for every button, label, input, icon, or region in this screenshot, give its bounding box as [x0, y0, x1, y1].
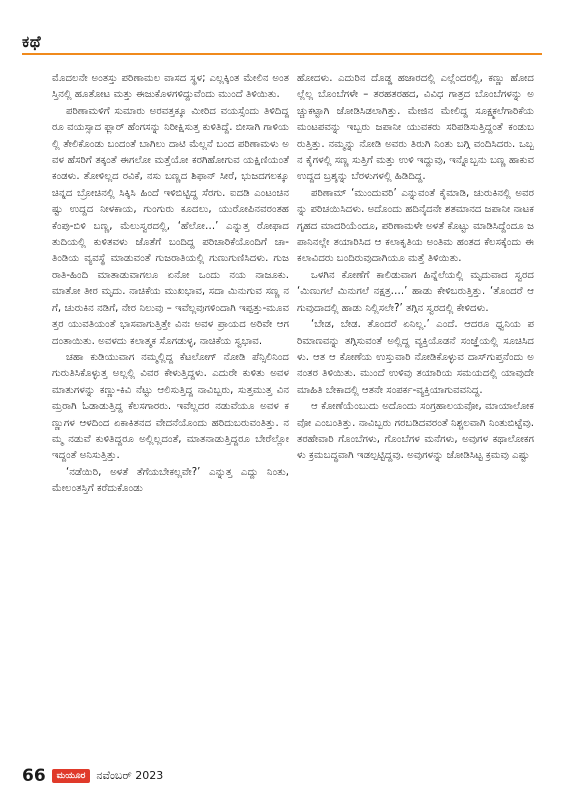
paragraph: ಹೋದಳು. ಎದುರಿನ ದೊಡ್ಡ ಹಜಾರದಲ್ಲಿ ಎಲ್ಲೆಂದರಲ್ಲಿ, ಕಣ್ಣು ಹೋದಲ್ಲೆಲ್ಲ ಬೊಂಬೆಗಳೇ – ತರಹತರಹದ, ವಿವಿಧ ಗಾತ್ರದ ಬೊಂಬೆಗಳನ್ನು ಅಚ್ಚುಕಟ್ಟಾಗಿ ಜೋಡಿಸಿಡಲಾಗಿತ್ತು. ಮೇಜಿನ ಮೇಲಿದ್ದ ಸೂಕ್ಷ್ಮಕಲೆಗಾರಿಕೆಯ ಮಂಟಪವನ್ನು ಇಬ್ಬರು ಜಪಾನೀ ಯುವಕರು ಸರಿಪಡಿಸುತ್ತಿದ್ದಂತೆ ಕಂಡುಬರುತ್ತಿತ್ತು. ನಮ್ಮನ್ನು ನೋಡಿ ಅವರು ತಿರುಗಿ ನಿಂತು ಬಗ್ಗಿ ವಂದಿಸಿದರು. ಒಬ್ಬನ ಕೈಗಳಲ್ಲಿ ಸಣ್ಣ ಸುತ್ತಿಗೆ ಮತ್ತು ಉಳಿ ಇದ್ದುವು, ಇನ್ನೊಬ್ಬನು ಬಣ್ಣ ಹಾಕುವ ಉದ್ದದ ಬ್ರಶ್ಶನ್ನು ಬೆರಳುಗಳಲ್ಲಿ ಹಿಡಿದಿದ್ದ. [297, 73, 534, 183]
paragraph: ಪರಿಣಾಮಳಿಗೆ ಸುಮಾರು ಅರವತ್ತಕ್ಕೂ ಮೀರಿದ ವಯಸ್ಸೆಂದು ತಿಳಿದಿದ್ದರೂ ವಯಸ್ಸಾದ ಫ್ಲಾರ್ ಹೆಂಗಸನ್ನು ನಿರೀಕ್ಷಿಸುತ್ತ ಕುಳಿತಿದ್ದೆ. ಬೀಸಾಗಿ ಗಾಳಿಯಲ್ಲಿ ತೇಲಿಕೊಂಡು ಬಂದಂತೆ ಬಾಗಿಲು ದಾಟಿ ಮೆಲ್ಲನೆ ಬಂದ ಪರಿಣಾಮಳು ಅವಳ ಹೆಸರಿಗೆ ತಕ್ಕಂತೆ ಈಗಲೋ ಮತ್ತೆಯೋ ಕರಗಿಹೋಗುವ ಯಕ್ಷಿಣಿಯಂತೆ ಕಂಡಳು. ತೋಳಿಲ್ಲದ ರವಿಕೆ, ನಸು ಬಣ್ಣದ ಶಿಫಾನ್ ಸೀರೆ, ಭುಜದಗಲಕ್ಕೂ ಚಿನ್ನದ ಬ್ರೋಚಿನಲ್ಲಿ ಸಿಕ್ಕಿಸಿ ಹಿಂದೆ ಇಳಿಬಿಟ್ಟಿದ್ದ ಸೆರಗು. ಐದಡಿ ಎಂಟಂಚಿನಷ್ಟು ಉದ್ದದ ನೀಳಕಾಯ, ಗುಂಗುರು ಕೂದಲು, ಯುರೋಪಿನವರಂತಹ ಕೆಂಪು-ಬಿಳಿ ಬಣ್ಣ, ಮೆಲುಸ್ವರದಲ್ಲಿ, ‘ಹೆಲೋ…’ ಎನ್ನುತ್ತ ರೋಫಾದ ತುದಿಯಲ್ಲಿ ಕುಳಿತವಳು ಜೊತೆಗೆ ಬಂದಿದ್ದ ಪರಿಚಾರಿಕೆಯೊಂದಿಗೆ ಚಾ-ತಿಂಡಿಯ ವ್ಯವಸ್ಥೆ ಮಾಡುವಂತೆ ಗುಜರಾತಿಯಲ್ಲಿ ಗುಣುಗುಣಿಸಿದಳು. ಗುಜರಾತಿ-ಹಿಂದಿ ಮಾತಾಡುವಾಗಲೂ ಏನೋ ಒಂದು ನಯ ನಾಜೂಕು. ಮಾತೋ ತೀರ ಮೃದು. ನಾಚಿಕೆಯ ಮುಖಭಾವ, ಸದಾ ಮಿನುಗುವ ಸಣ್ಣ ನಗೆ, ಚುರುಕಿನ ನಡಿಗೆ, ನೇರ ನಿಲುವು – ಇವೆಲ್ಲವುಗಳಿಂದಾಗಿ ಇಪ್ಪತ್ತು-ಮೂವತ್ತರ ಯುವತಿಯಂತೆ ಭಾಸವಾಗುತ್ತಿತ್ತೇ ವಿನಃ ಅವಳ ಪ್ರಾಯದ ಅರಿವೇ ಆಗದಂತಾಯಿತು. ಅವಳದು ಕಲಾತ್ಮಕ ಸೊಗಡುಳ್ಳ, ನಾಚಿಕೆಯ ಸ್ವಭಾವ. [52, 105, 289, 347]
paragraph: ಮೊದಲನೇ ಅಂತಸ್ತು ಪರಿಣಾಮಲ ವಾಸದ ಸ್ಥಳ; ಎಲ್ಲಕ್ಕಿಂತ ಮೇಲಿನ ಅಂತಸ್ತಿನಲ್ಲಿ ಹೂತೋಟ ಮತ್ತು ಈಜುಕೊಳಗಳಿದ್ದುವೆಂದು ಮುಂದೆ ತಿಳಿಯಿತು. [52, 73, 289, 101]
left-column [52, 71, 289, 761]
magazine-logo: ಮಯೂರ [52, 769, 91, 783]
section-label: ಕಥೆ [22, 32, 42, 51]
header-rule [22, 53, 542, 55]
right-column [297, 71, 534, 761]
paragraph: ಒಳಗಿನ ಕೋಣೆಗೆ ಕಾಲಿಡುವಾಗ ಹಿನ್ನೆಲೆಯಲ್ಲಿ ಮೃದುವಾದ ಸ್ವರದ ‘ಮಿಣುಗಲೆ ಮಿನುಗಲೆ ನಕ್ಷತ್ರ….’ ಹಾಡು ಕೇಳಿಬರುತ್ತಿತ್ತು. ‘ತೊಂದರೆ ಆಗುವುದಾದಲ್ಲಿ ಹಾಡು ನಿಲ್ಲಿಸಲೇ?’ ತಗ್ಗಿನ ಸ್ವರದಲ್ಲಿ ಕೇಳಿದಳು. [297, 269, 534, 314]
paragraph: ‘ನಡೆಯಿರಿ, ಅಳತೆ ತೆಗೆಯಬೇಕಲ್ಲವೇ?’ ಎನ್ನುತ್ತ ಎದ್ದು ನಿಂತು, ಮೇಲಂತಸ್ತಿಗೆ ಕರೆದುಕೊಂಡು [52, 466, 289, 495]
issue-date: ನವೆಂಬರ್ 2023 [96, 769, 164, 782]
article-body [52, 71, 534, 761]
paragraph: ಚಹಾ ಕುಡಿಯುವಾಗ ನಮ್ಮಲ್ಲಿದ್ದ ಕೆಟಲೋಗ್ ನೋಡಿ ಪೆನ್ಸಿಲಿನಿಂದ ಗುರುತಿಸಿಕೊಳ್ಳುತ್ತ ಅಲ್ಲಲ್ಲಿ ವಿವರ ಕೇಳುತ್ತಿದ್ದಳು. ಎದುರೇ ಕುಳಿತು ಅವಳ ಮಾತುಗಳನ್ನು ಕಣ್ಣು-ಕಿವಿ ನೆಟ್ಟು ಆಲಿಸುತ್ತಿದ್ದ ನಾವಿಬ್ಬರು, ಸುತ್ತಮುತ್ತ ವಿನಮ್ರರಾಗಿ ಓಡಾಡುತ್ತಿದ್ದ ಕೆಲಸಗಾರರು. ಇವೆಲ್ಲದರ ನಡುವೆಯೂ ಅವಳ ಕಣ್ಣುಗಳ ಆಳದಿಂದ ಏಕಾಕಿತನದ ವೇದನೆಯೊಂದು ಹರಿದುಬರುವಂತಿತ್ತು. ನಮ್ಮ ನಡುವೆ ಕುಳಿತಿದ್ದರೂ ಅಲ್ಲಿಲ್ಲದಂತೆ, ಮಾತನಾಡುತ್ತಿದ್ದರೂ ಬೇರೆಲ್ಲೋ ಇದ್ದಂತೆ ಅನಿಸುತ್ತಿತ್ತು. [52, 351, 289, 462]
paragraph: ಪರಿಣಾಮ್ ‘ಮುಂದುವರಿ’ ಎನ್ನುವಂತೆ ಕೈಮಾಡಿ, ಚುರುಕಿನಲ್ಲಿ ಅವರನ್ನು ಪರಿಚಯಿಸಿದಳು. ಅದೊಂದು ಹದಿನೈದನೇ ಶತಮಾನದ ಜಪಾನೀ ನಾಟಕಗೃಹದ ಮಾದರಿಯೆಂದೂ, ಪರಿಣಾಮಳೇ ಅಳತೆ ಕೊಟ್ಟು ಮಾಡಿಸಿದ್ದೆಂದೂ ಜಪಾನಿನಲ್ಲೇ ತಯಾರಿಸಿದ ಆ ಕಲಾಕೃತಿಯ ಅಂತಿಮ ಹಂತದ ಕೆಲಸಕ್ಕೆಂದು ಈ ಕಲಾವಿದರು ಬಂದಿರುವುದಾಗಿಯೂ ಮತ್ತೆ ತಿಳಿಯಿತು. [297, 187, 534, 265]
page-number: 66 [22, 766, 46, 786]
paragraph: ‘ಬೇಡ, ಬೇಡ. ತೊಂದರೆ ಏನಿಲ್ಲ.’ ಎಂದೆ. ಆದರೂ ಧ್ವನಿಯ ಪರಿಮಾಣವನ್ನು ತಗ್ಗಿಸುವಂತೆ ಅಲ್ಲಿದ್ದ ವ್ಯಕ್ತಿಯೊಡನೆ ಸಂಜ್ಞೆಯಲ್ಲಿ ಸೂಚಿಸಿದಳು. ಆತ ಆ ಕೋಣೆಯ ಉಸ್ತುವಾರಿ ನೋಡಿಕೊಳ್ಳುವ ದಾಸ್‌ಗುಪ್ತನೆಂದು ಅನಂತರ ತಿಳಿಯಿತು. ಮುಂದೆ ಉಳಿವು ತಯಾರಿಯ ಸಮಯದಲ್ಲಿ ಯಾವುದೇ ಮಾಹಿತಿ ಬೇಕಾದಲ್ಲಿ ಆತನೇ ಸಂಪರ್ಕ-ವ್ಯಕ್ತಿಯಾಗುವವನಿದ್ದ. [297, 319, 534, 396]
paragraph: ಆ ಕೋಣೆಯೆಂಬುದು ಅದೊಂದು ಸಂಗ್ರಹಾಲಯವೋ, ಮಾಯಾಲೋಕವೋ ಎಂಬಂತಿತ್ತು. ನಾವಿಬ್ಬರು ಗರಬಡಿದವರಂತೆ ನಿಶ್ಚಲವಾಗಿ ನಿಂತುಬಿಟ್ಟೆವು. ತರಹೇವಾರಿ ಗೊಂಬೆಗಳು, ಗೊಂಬೆಗಳ ಮನೆಗಳು, ಅವುಗಳ ಕಥಾಲೋಕಗಳು ಕ್ರಮಬದ್ಧವಾಗಿ ಇಡಲ್ಪಟ್ಟಿದ್ದವು. ಅವುಗಳನ್ನು ಜೋಡಿಸಿಟ್ಟ ಕ್ರಮವು ಎಷ್ಟು [297, 401, 534, 462]
page-footer [22, 765, 163, 787]
